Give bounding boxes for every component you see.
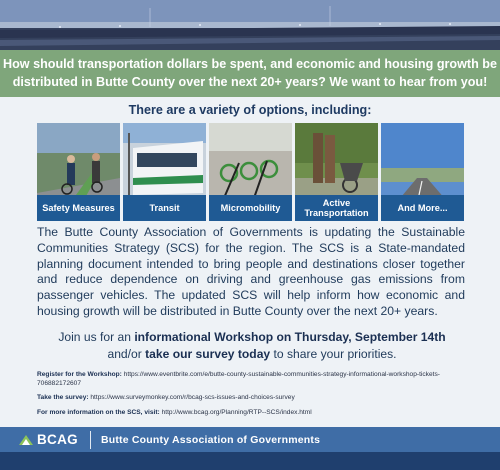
bottom-strip [0,452,500,470]
call-to-action [40,329,464,363]
tile-caption: And More... [381,195,464,221]
survey-link[interactable]: https://www.surveymonkey.com/r/bcag-scs-issues-and-choices-survey [88,394,295,402]
survey-link-label: Take the survey: [37,394,89,402]
tile-caption: Active Transportation [295,195,378,221]
cta-text: and/or [107,347,146,361]
bcag-logo [18,432,78,447]
cta-text: to share your priorities. [270,347,397,361]
tile-and-more [381,123,464,221]
options-heading: There are a variety of options, including: [128,103,372,117]
tile-caption: Micromobility [209,195,292,221]
workshop-link-line [37,371,465,388]
tile-caption: Safety Measures [37,195,120,221]
footer-bar [0,427,500,452]
workshop-link[interactable]: https://www.eventbrite.com/e/butte-county-sustainable-communities-strategy-informational-workshop-tickets-706882172607 [37,371,440,387]
info-link-label: For more information on the SCS, visit: [37,408,160,416]
organization-name: Butte County Association of Governments [100,433,321,446]
bcag-logo-icon [18,433,34,447]
cta-text: Join us for an [58,330,135,344]
footer-divider [90,431,91,449]
tile-safety-measures [37,123,120,221]
links-section [37,371,465,423]
headline-line-2: distributed in Butte County over the next 20+ years? We want to hear from you! [12,75,488,89]
tile-caption: Transit [123,195,206,221]
survey-highlight: take our survey today [145,347,271,361]
info-link-line [37,409,465,418]
workshop-link-label: Register for the Workshop: [37,371,122,378]
info-link[interactable]: http://www.bcag.org/Planning/RTP--SCS/index.html [159,408,312,416]
tile-active-transportation [295,123,378,221]
tile-micromobility [209,123,292,221]
header-photo [0,0,500,50]
headline-line-1: How should transportation dollars be spent, and economic and housing growth be [3,57,497,71]
scs-description: The Butte County Association of Governments is updating the Sustainable Communities Strategy (SCS) for the region. The SCS is a State-mandated planning document intended to bring people and destinations closer together and reduce dependence on driving and greenhouse gas emissions from passenger vehicles. The updated SCS will help inform how economic and housing growth will be distributed in Butte County over the next 20+ years. [37,225,465,318]
options-tiles [37,123,465,221]
logo-text: BCAG [37,432,78,447]
survey-link-line [37,394,465,403]
headline-banner [0,50,500,97]
tile-transit [123,123,206,221]
workshop-highlight: informational Workshop on Thursday, September 14th [134,330,446,344]
